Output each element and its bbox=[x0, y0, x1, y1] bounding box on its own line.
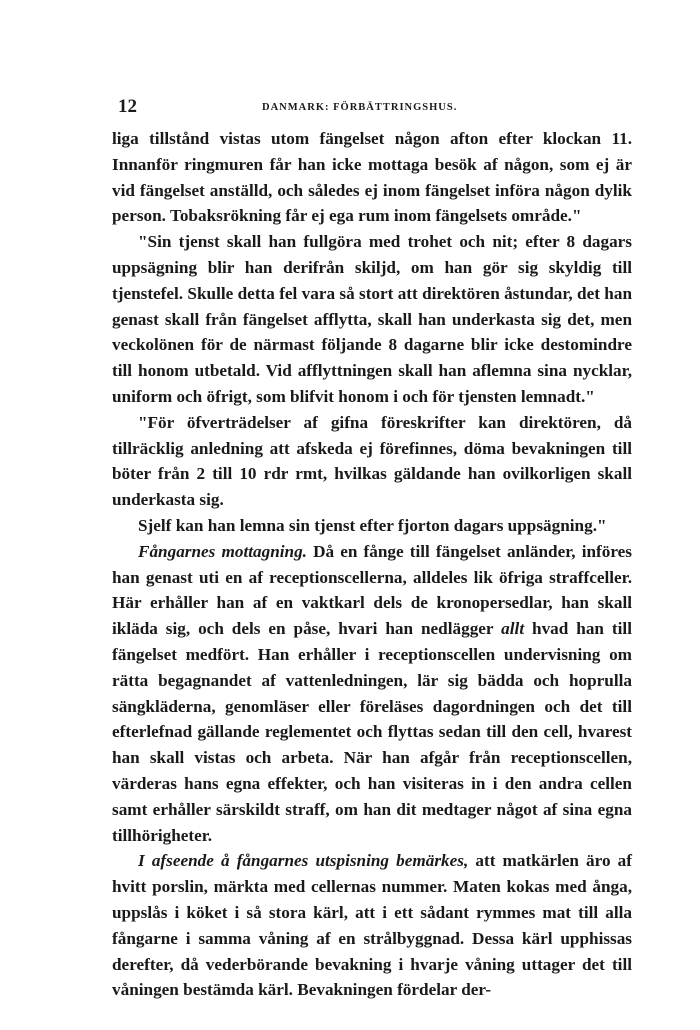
body-text bbox=[112, 126, 632, 1003]
section-lead: Fångarnes mottagning. bbox=[138, 541, 307, 561]
paragraph-text: "Sin tjenst skall han fullgöra med trohet och nit; efter 8 dagars uppsägning blir han derifrån skiljd, om han gör sig skyldig till tjenstefel. Skulle detta fel vara så stort att direktören åstundar, det han genast skall från fängelset afflytta, skall han underkasta sig det, men veckolönen för de närmast följande 8 dagarne blir icke destomindre till honom utbetald. Vid afflyttningen skall han aflemna sina nycklar, uniform och öfrigt, som blifvit honom i och för tjensten lemnadt." bbox=[112, 232, 632, 406]
section-lead: I afseende å fångarnes utspisning bemärkes, bbox=[138, 851, 469, 871]
paragraph bbox=[112, 848, 632, 1003]
paragraph-text: hvad han till fängelset medfört. Han erhåller i receptionscellen undervisning om rätta begagnandet af vattenledningen, lär sig bädda och hoprulla sängkläderna, genomläser eller föreläses dagordningen och det till efterlefnad gällande reglementet och flyttas sedan till den cell, hvarest han skall vistas och arbeta. När han afgår från receptionscellen, värderas hans egna effekter, och han visiteras in i den andra cellen samt erhåller särskildt straff, om han dit medtager något af sina egna tillhörigheter. bbox=[112, 619, 632, 845]
paragraph bbox=[112, 126, 632, 229]
emphasized-word: allt bbox=[501, 619, 525, 639]
paragraph-text: att matkärlen äro af hvitt porslin, märkta med cellernas nummer. Maten kokas med ånga, uppslås i köket i så stora kärl, att i ett sådant rymmes mat till alla fångarne i samma våning af en strålbyggnad. Dessa kärl upphissas derefter, då vederbörande bevakning i hvarje våning uttager det till våningen bestämda kärl. Bevakningen fördelar der- bbox=[112, 851, 632, 1000]
paragraph-text: "För öfverträdelser af gifna föreskrifter kan direktören, då tillräcklig anledning att afskeda ej förefinnes, döma bevakningen till böter från 2 till 10 rdr rmt, hvilkas gäldande han ovilkorligen skall underkasta sig. bbox=[112, 412, 632, 510]
page-header bbox=[112, 96, 632, 120]
page-number: 12 bbox=[118, 96, 137, 117]
paragraph bbox=[112, 539, 632, 849]
paragraph-text: Sjelf kan han lemna sin tjenst efter fjorton dagars uppsägning." bbox=[138, 515, 607, 535]
running-head: DANMARK: FÖRBÄTTRINGSHUS. bbox=[262, 102, 458, 113]
paragraph bbox=[112, 513, 632, 539]
paragraph-text: Då en fånge till fängelset anländer, införes han genast uti en af receptionscellerna, alldeles lik öfriga straffceller. Här erhåller han af en vaktkarl dels de kronopersedlar, han skall ikläda sig, och dels en påse, hvari han nedlägger bbox=[112, 541, 632, 639]
book-page bbox=[112, 96, 632, 1003]
paragraph-text: liga tillstånd vistas utom fängelset någon afton efter klockan 11. Innanför ringmuren får han icke mottaga besök af någon, som ej är vid fängelset anställd, och således ej inom fängelset införa någon dylik person. Tobaksrökning får ej ega rum inom fängelsets område." bbox=[112, 129, 632, 226]
paragraph bbox=[112, 410, 632, 513]
paragraph bbox=[112, 229, 632, 410]
